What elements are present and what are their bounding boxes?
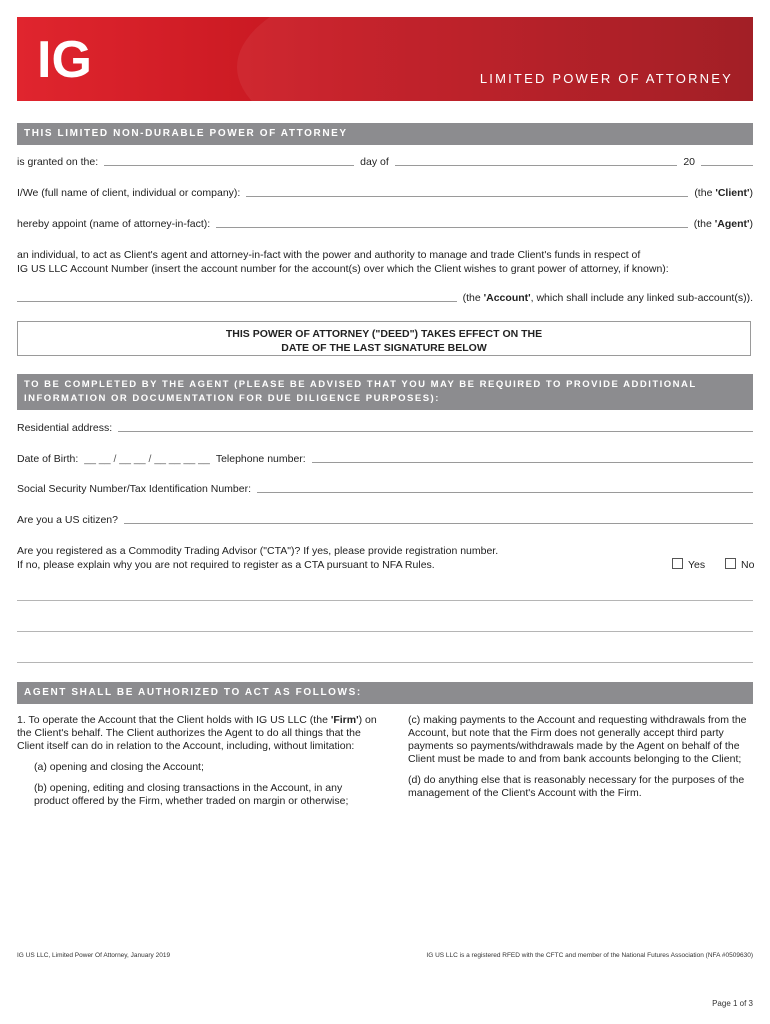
account-number-field[interactable] <box>17 300 457 302</box>
ssn-label: Social Security Number/Tax Identification Number: <box>17 483 252 495</box>
authority-item-d: (d) do anything else that is reasonably necessary for the purposes of the management of the Client's Account with the Firm. <box>408 774 745 799</box>
us-citizen-field[interactable] <box>124 522 753 524</box>
granted-on-row <box>17 156 753 168</box>
footer-left: IG US LLC, Limited Power Of Attorney, January 2019 <box>17 952 171 959</box>
cta-explanation-line-1[interactable] <box>17 600 753 601</box>
dob-phone-row <box>17 453 753 465</box>
client-name-label: I/We (full name of client, individual or company): <box>17 187 241 199</box>
cta-explanation-line-2[interactable] <box>17 631 753 632</box>
agent-suffix: (the 'Agent') <box>693 218 753 230</box>
deed-notice-box <box>17 321 751 356</box>
authority-column-left <box>17 714 377 816</box>
deed-line-1: THIS POWER OF ATTORNEY ("DEED") TAKES EFFECT ON THE <box>225 328 543 340</box>
authority-line-2: IG US LLC Account Number (insert the account number for the account(s) over which the Client wishes to grant power of attorney, if known): <box>17 263 669 275</box>
authority-column-right <box>408 714 753 808</box>
client-suffix: (the 'Client') <box>694 187 753 199</box>
agent-name-row <box>17 218 753 230</box>
footer-right: IG US LLC is a registered RFED with the CFTC and member of the National Futures Association (NFA #0509630) <box>426 952 753 959</box>
agent-name-field[interactable] <box>216 226 688 228</box>
authority-item-1: 1. To operate the Account that the Client holds with IG US LLC (the 'Firm') on the Client's behalf. The Client authorizes the Agent to do all things that the Client itself can do in relation to the Account, including, without limitation: <box>17 714 377 752</box>
cta-question <box>17 544 753 572</box>
ssn-row <box>17 483 753 495</box>
ssn-field[interactable] <box>257 491 753 493</box>
day-of-label: day of <box>360 156 389 168</box>
authority-line-1: an individual, to act as Client's agent and attorney-in-fact with the power and authority to manage and trade Client's funds in respect of <box>17 249 641 261</box>
authority-item-c: (c) making payments to the Account and requesting withdrawals from the Account, but note that the Firm does not generally accept third party payments so payments/withdrawals made by the Agent on behalf of the Client must be made to and from bank accounts belonging to the Client; <box>408 714 747 765</box>
account-suffix: (the 'Account', which shall include any linked sub-account(s)). <box>462 292 753 304</box>
agent-name-label: hereby appoint (name of attorney-in-fact): <box>17 218 211 230</box>
agent-heading-line-2: INFORMATION OR DOCUMENTATION FOR DUE DILIGENCE PURPOSES): <box>24 393 440 404</box>
account-number-row <box>17 292 753 304</box>
cta-explanation-line-3[interactable] <box>17 662 753 663</box>
granted-month-field[interactable] <box>395 164 678 166</box>
header-banner <box>17 17 753 101</box>
granted-on-label: is granted on the: <box>17 156 99 168</box>
page-number: Page 1 of 3 <box>712 999 753 1008</box>
authority-paragraph <box>17 248 753 276</box>
authority-item-b: (b) opening, editing and closing transactions in the Account, in any product offered by the Firm, whether traded on margin or otherwise; <box>34 782 349 807</box>
no-checkbox[interactable] <box>725 558 736 569</box>
dob-field[interactable]: __ __ / __ __ / __ __ __ __ <box>84 453 210 465</box>
cta-line-1: Are you registered as a Commodity Trading Advisor ("CTA")? If yes, please provide registration number. <box>17 545 499 557</box>
deed-line-2: DATE OF THE LAST SIGNATURE BELOW <box>281 342 487 354</box>
residential-address-field[interactable] <box>118 430 753 432</box>
us-citizen-label: Are you a US citizen? <box>17 514 118 526</box>
section-heading-authority: AGENT SHALL BE AUTHORIZED TO ACT AS FOLLOWS: <box>17 682 753 704</box>
yes-label: Yes <box>688 559 706 571</box>
document-title: LIMITED POWER OF ATTORNEY <box>479 71 733 86</box>
yes-checkbox[interactable] <box>672 558 683 569</box>
residential-address-label: Residential address: <box>17 422 113 434</box>
granted-year-field[interactable] <box>701 164 753 166</box>
banner-decoration <box>237 17 753 101</box>
year-prefix-label: 20 <box>683 156 695 168</box>
dob-label: Date of Birth: <box>17 453 79 465</box>
cta-line-2: If no, please explain why you are not required to register as a CTA pursuant to NFA Rules. <box>17 559 435 571</box>
client-name-field[interactable] <box>246 195 688 197</box>
client-name-row <box>17 187 753 199</box>
section-heading-agent <box>17 374 753 410</box>
telephone-field[interactable] <box>312 461 753 463</box>
telephone-label: Telephone number: <box>215 453 306 465</box>
ig-logo <box>37 31 107 83</box>
no-label: No <box>740 559 755 571</box>
agent-heading-line-1: TO BE COMPLETED BY THE AGENT (PLEASE BE ADVISED THAT YOU MAY BE REQUIRED TO PROVIDE ADDITIONAL <box>24 379 697 390</box>
section-heading-lpoa: THIS LIMITED NON-DURABLE POWER OF ATTORNEY <box>17 123 753 145</box>
logo-text: IG <box>37 31 92 83</box>
residential-address-row <box>17 422 753 434</box>
granted-day-field[interactable] <box>104 164 354 166</box>
authority-item-a: (a) opening and closing the Account; <box>34 761 204 773</box>
cta-options <box>672 558 754 571</box>
us-citizen-row <box>17 514 753 526</box>
